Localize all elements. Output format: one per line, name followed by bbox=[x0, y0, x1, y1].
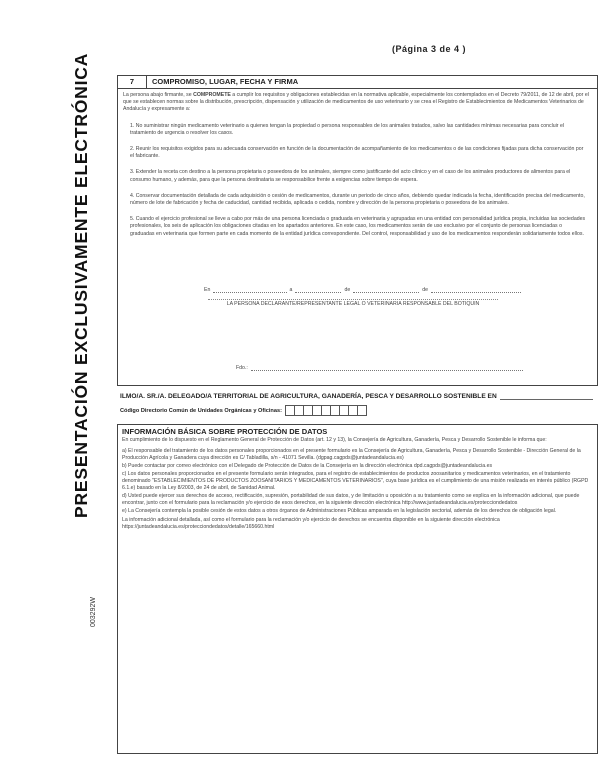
signature-field[interactable] bbox=[251, 364, 523, 371]
clause-3: 3. Extender la receta con destino a la persona propietaria o poseedora de los animales, siempre como justificante del acto clínico y en el caso de los animales productores de alimentos para el consumo humano, y además, para que la persona destinataria se responsabilice frente a exigencias sobre tiempo de espera. bbox=[130, 169, 571, 183]
protection-items bbox=[118, 444, 597, 515]
intro-text-end: a cumplir los requisitos y obligaciones establecidas en la normativa aplicable, especialmente los contemplados en el Decreto 79/2011, de 12 de abril, por el que se establecen normas sobre la distribución, prescripción, dispensación y utilización de medicamentos de uso veterinario y se crea el Registro de Establecimientos de Medicamentos Veterinarios de Andalucía y expresamente a: bbox=[123, 92, 589, 113]
protection-title: INFORMACIÓN BÁSICA SOBRE PROTECCIÓN DE DATOS bbox=[122, 427, 328, 436]
fdo-label: Fdo.: bbox=[236, 365, 248, 371]
year-field[interactable] bbox=[431, 286, 521, 293]
directory-code-label: Código Directorio Común de Unidades Orgánicas y Oficinas: bbox=[120, 407, 282, 414]
commitment-keyword: COMPROMETE bbox=[193, 92, 231, 98]
directory-code-row bbox=[120, 405, 367, 416]
a-label: a bbox=[289, 287, 293, 293]
protection-additional-info: La información adicional detallada, así como el formulario para la reclamación y/o ejercicio de derechos se encuentra disponible en la siguiente dirección electrónica https://juntadeandalucia.es/protecciondedatos/detalle/165660.html bbox=[122, 516, 500, 530]
day-field[interactable] bbox=[295, 286, 341, 293]
addressee-line bbox=[120, 392, 596, 400]
section-number: 7 bbox=[118, 76, 147, 88]
place-label: En bbox=[204, 287, 211, 293]
addressee-label: ILMO/A. SR./A. DELEGADO/A TERRITORIAL DE AGRICULTURA, GANADERÍA, PESCA Y DESARROLLO SOSTENIBLE EN bbox=[120, 393, 497, 400]
page-indicator: (Página 3 de 4 ) bbox=[392, 44, 467, 54]
directory-code-boxes[interactable] bbox=[286, 405, 367, 416]
protection-item-b: b) Puede contactar por correo electrónico con el Delegado de Protección de Datos de la Consejería en la dirección electrónica dpd.cagpds@juntadeandalucia.es bbox=[122, 463, 493, 470]
form-code: 003292W bbox=[90, 597, 97, 627]
section-title: COMPROMISO, LUGAR, FECHA Y FIRMA bbox=[152, 77, 299, 86]
directory-code-box[interactable] bbox=[357, 405, 367, 416]
month-field[interactable] bbox=[353, 286, 419, 293]
clause-4: 4. Conservar documentación detallada de cada adquisición o cesión de medicamentos, durante un periodo de cinco años, debiendo quedar indicada la fecha, identificación precisa del medicamento, número de lote de fabricación y fecha de caducidad, cantidad recibida, aplicada o cedida, nombre y dirección de la persona propietaria o poseedora de los animales. bbox=[130, 192, 585, 207]
clause-1: 1. No suministrar ningún medicamento veterinario a quienes tengan la propiedad o persona responsables de los animales tratados, salvo las cantidades mínimas necesarias para concluir el tratamiento de urgencia o resolver los casos. bbox=[130, 122, 564, 136]
province-field[interactable] bbox=[500, 392, 593, 400]
de2-label: de bbox=[422, 287, 428, 293]
place-date-line bbox=[204, 286, 524, 293]
signer-caption: LA PERSONA DECLARANTE/REPRESENTANTE LEGAL O VETERINARIA RESPONSABLE DEL BOTIQUIN bbox=[208, 299, 498, 307]
signature-line bbox=[236, 364, 526, 371]
protection-item-c: c) Los datos personales proporcionados en el presente formulario serán integrados, para el registro de establecimientos de productos zoosanitarios y medicamentos veterinarios, en el tratamiento denominado "ESTABLECIMIENTOS DE PRODUCTOS ZOOSANITARIOS Y MEDICAMENTOS VETERINARIOS", cuya base jurídica es el cumplimiento de una misión realizada en interés público (RGPD 6.1.e) basado en la Ley 8/2003, de 24 de abril, de Sanidad Animal. bbox=[122, 470, 589, 492]
protection-item-e: e) La Consejería contempla la posible cesión de estos datos a otros órganos de Administraciones Públicas amparada en la legislación sectorial, además de los derechos de obligación legal. bbox=[122, 507, 557, 514]
commitment-intro bbox=[118, 89, 597, 114]
section-7-commitment bbox=[117, 75, 598, 386]
data-protection-section bbox=[117, 424, 598, 754]
section-7-header bbox=[118, 76, 597, 89]
protection-item-d: d) Usted puede ejercer sus derechos de acceso, rectificación, supresión, portabilidad de sus datos, y de limitación u oposición a su tratamiento como se explica en la información adicional, que puede encontrar, junto con el formulario para la reclamación y/o ejercicio de esos derechos, en la siguiente dirección electrónica http://www.juntadeandalucia.es/protecciondedatos bbox=[122, 492, 580, 507]
vertical-title: PRESENTACIÓN EXCLUSIVAMENTE ELECTRÓNICA bbox=[71, 52, 91, 518]
clause-2: 2. Reunir los requisitos exigidos para su adecuada conservación en función de la documentación de acompañamiento de los medicamentos o de las condiciones fijadas para dicha conservación por el fabricante. bbox=[130, 146, 584, 160]
intro-text-start: La persona abajo firmante, se bbox=[123, 92, 194, 98]
de-label: de bbox=[344, 287, 351, 293]
clause-5: 5. Cuando el ejercicio profesional se lleve a cabo por más de una persona licenciada o graduada en veterinaria y agrupadas en una entidad con personalidad jurídica propia, incluidas las sociedades profesionales, los seis de aplicación los obligaciones citadas en los apartados anteriores. En este caso, los medicamentos serán de uso exclusivo por el conjunto de personas licenciadas o graduadas en veterinaria que formen parte en cada momento de la entidad jurídica correspondiente. Del control, responsabilidad y uso de los medicamentos responderán solidariamente todos ellos. bbox=[130, 216, 586, 237]
place-field[interactable] bbox=[213, 286, 286, 293]
commitment-clauses bbox=[118, 123, 597, 238]
protection-intro: En cumplimiento de lo dispuesto en el Reglamento General de Protección de Datos (art. 12 y 13), la Consejería de Agricultura, Ganadería, Pesca y Desarrollo Sostenible le informa que: bbox=[122, 437, 547, 443]
protection-item-a: a) El responsable del tratamiento de los datos personales proporcionados en el presente formulario es la Consejería de Agricultura, Ganadería, Pesca y Desarrollo Sostenible - Dirección General de la Producción Agrícola y Ganadera cuya dirección es C/ Tabladilla, s/n - 41071 Sevilla. (dgpag.cagpds@juntadeandalucia.es) bbox=[122, 448, 581, 462]
